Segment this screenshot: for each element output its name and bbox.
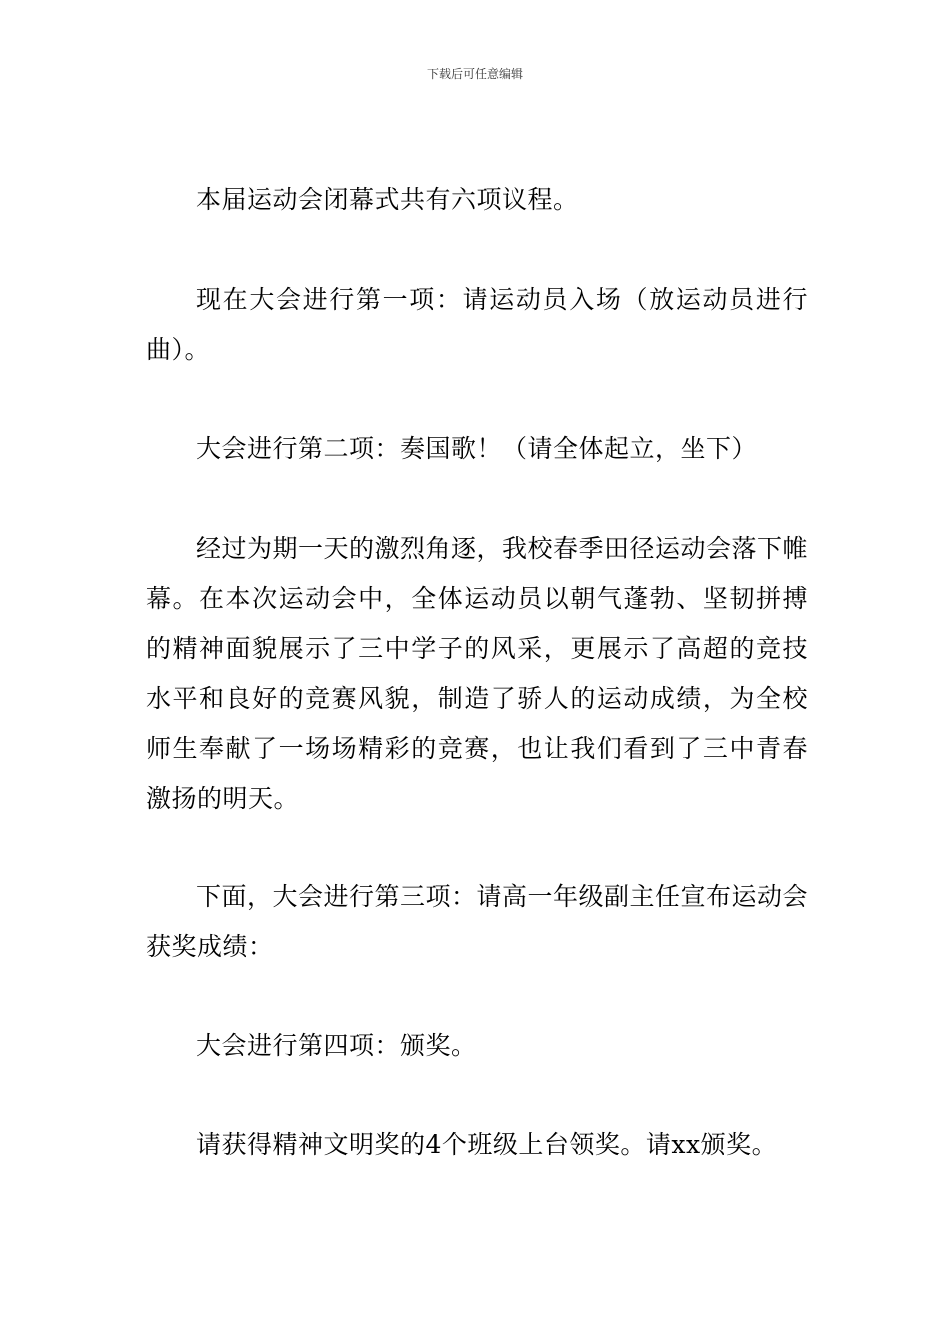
header-note: 下载后可任意编辑 bbox=[426, 67, 523, 81]
paragraph-item-four: 大会进行第四项：颁奖。 bbox=[196, 1031, 477, 1060]
paragraph-item-one: 现在大会进行第一项：请运动员入场（放运动员进行曲）。 bbox=[146, 285, 808, 364]
paragraph-item-two: 大会进行第二项：奏国歌！（请全体起立，坐下） bbox=[196, 434, 758, 463]
paragraph-item-three: 下面，大会进行第三项：请高一年级副主任宣布运动会获奖成绩： bbox=[146, 882, 809, 961]
paragraph-agenda-intro: 本届运动会闭幕式共有六项议程。 bbox=[196, 185, 579, 214]
paragraph-summary: 经过为期一天的激烈角逐，我校春季田径运动会落下帷幕。在本次运动会中，全体运动员以朝气蓬勃、坚韧拼搏的精神面貌展示了三中学子的风采，更展示了高超的竞技水平和良好的竞赛风貌，制造了骄人的运动成绩，为全校师生奉献了一场场精彩的竞赛，也让我们看到了三中青春激扬的明天。 bbox=[146, 534, 809, 813]
paragraph-award-call: 请获得精神文明奖的4个班级上台领奖。请xx颁奖。 bbox=[196, 1130, 778, 1159]
